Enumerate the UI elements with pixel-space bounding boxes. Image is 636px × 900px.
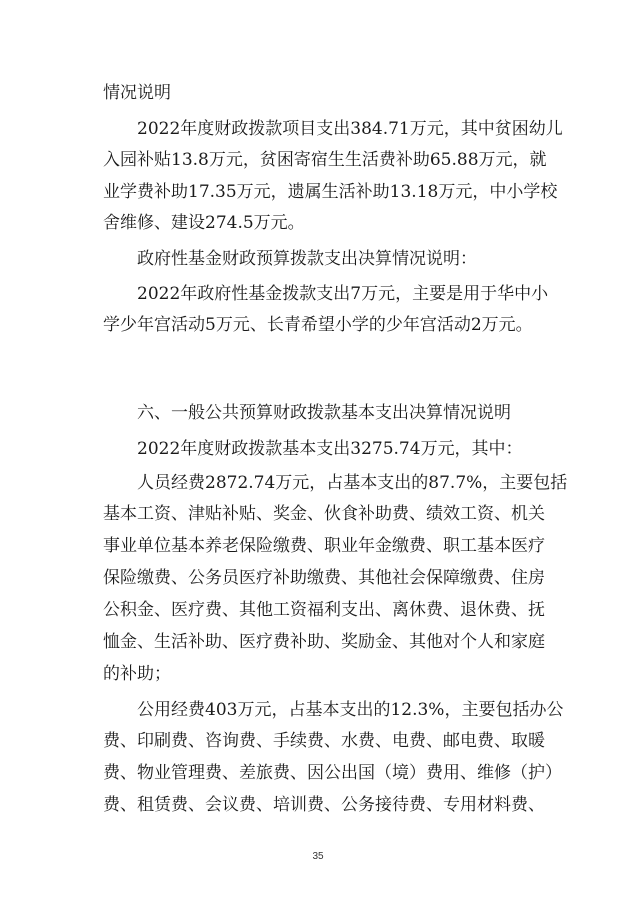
text-line: 情况说明 bbox=[103, 83, 171, 103]
text-line: 费、租赁费、会议费、培训费、公务接待费、专用材料费、 bbox=[103, 795, 545, 815]
text-line: 恤金、生活补助、医疗费补助、奖励金、其他对个人和家庭 bbox=[103, 632, 545, 652]
section-heading: 六、一般公共预算财政拨款基本支出决算情况说明 bbox=[137, 403, 511, 423]
text-line: 2022年政府性基金拨款支出7万元，主要是用于华中小 bbox=[137, 284, 549, 304]
text-line: 费、物业管理费、差旅费、因公出国（境）费用、维修（护） bbox=[103, 763, 562, 783]
text-line: 人员经费2872.74万元，占基本支出的87.7%，主要包括 bbox=[137, 473, 568, 493]
text-line: 舍维修、建设274.5万元。 bbox=[103, 213, 305, 233]
text-line: 公积金、医疗费、其他工资福利支出、离休费、退休费、抚 bbox=[103, 600, 545, 620]
page-number: 35 bbox=[312, 851, 324, 862]
text-line: 费、印刷费、咨询费、手续费、水费、电费、邮电费、取暖 bbox=[103, 731, 545, 751]
text-line: 事业单位基本养老保险缴费、职业年金缴费、职工基本医疗 bbox=[103, 536, 545, 556]
text-line: 保险缴费、公务员医疗补助缴费、其他社会保障缴费、住房 bbox=[103, 568, 545, 588]
text-line: 2022年度财政拨款基本支出3275.74万元，其中： bbox=[137, 439, 523, 459]
text-line: 业学费补助17.35万元，遗属生活补助13.18万元，中小学校 bbox=[103, 182, 558, 202]
text-line: 的补助； bbox=[103, 664, 171, 684]
text-line: 基本工资、津贴补贴、奖金、伙食补助费、绩效工资、机关 bbox=[103, 504, 545, 524]
text-line: 政府性基金财政预算拨款支出决算情况说明： bbox=[137, 249, 477, 269]
text-line: 2022年度财政拨款项目支出384.71万元，其中贫困幼儿 bbox=[137, 119, 563, 139]
text-line: 公用经费403万元，占基本支出的12.3%，主要包括办公 bbox=[137, 700, 564, 720]
text-line: 入园补贴13.8万元，贫困寄宿生生活费补助65.88万元，就 bbox=[103, 150, 547, 170]
text-line: 学少年宫活动5万元、长青希望小学的少年宫活动2万元。 bbox=[103, 315, 533, 335]
